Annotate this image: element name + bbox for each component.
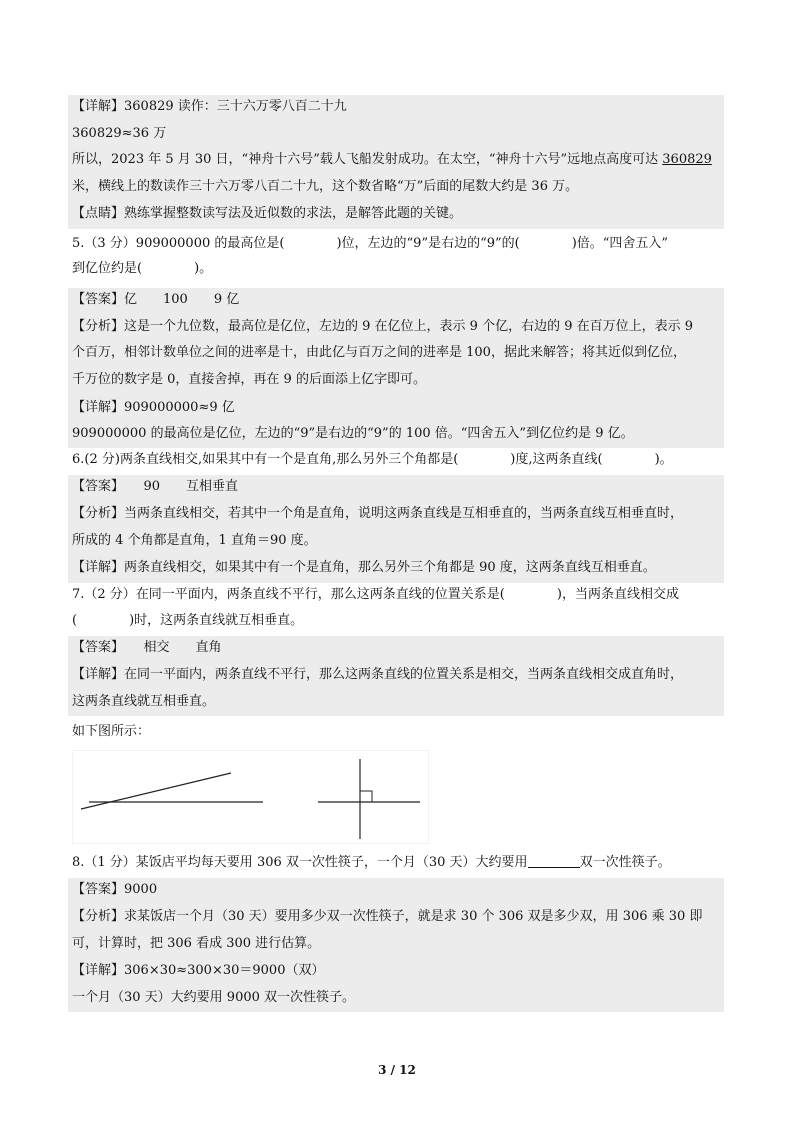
question-8-text-end: 双一次性筷子。 [579,855,671,870]
detail-text: 所以，2023 年 5 月 30 日，“神舟十六号”载人飞船发射成功。在太空，“神舟十六号”远地点高度可达 [72,152,663,167]
detail-line: 360829≈36 万 [72,126,167,141]
analysis-line: 【分析】当两条直线相交，若其中一个角是直角，说明这两条直线是互相垂直的，当两条直线互相垂直时， [72,506,684,521]
question-8 [72,853,671,873]
slanted-line [81,773,231,809]
tip-line: 【点睛】熟练掌握整数读写法及近似数的求法，是解答此题的关键。 [72,206,463,221]
analysis-line: 所成的 4 个角都是直角，1 直角＝90 度。 [72,533,317,548]
detail-line: 这两条直线就互相垂直。 [72,694,216,709]
question-5-cont: 到亿位约是( )。 [72,261,213,276]
answer-blank [528,853,580,868]
detail-line: 【详解】两条直线相交，如果其中有一个是直角，那么另外三个角都是 90 度，这两条直线互相垂直。 [72,560,656,575]
lines-figure [72,750,429,844]
detail-line: 一个月（30 天）大约要用 9000 双一次性筷子。 [72,990,356,1005]
question-8-text: 8.（1 分）某饭店平均每天要用 306 双一次性筷子，一个月（30 天）大约要用 [72,855,528,870]
right-angle-mark [360,791,372,802]
intersecting-lines-diagram [73,751,428,843]
detail-line: 【详解】在同一平面内，两条直线不平行，那么这两条直线的位置关系是相交，当两条直线相交成直角时， [72,667,684,682]
detail-line: 米，横线上的数读作三十六万零八百二十九，这个数省略“万”后面的尾数大约是 36 万。 [72,179,579,194]
answer-line: 【答案】 90 互相垂直 [72,479,239,494]
figure-caption: 如下图所示： [72,724,151,739]
page-number: 3 / 12 [378,1063,416,1077]
answer-line: 【答案】亿 100 9 亿 [72,292,240,307]
analysis-line: 【分析】这是一个九位数，最高位是亿位，左边的 9 在亿位上，表示 9 个亿，右边的 9 在百万位上，表示 9 [72,319,694,334]
question-7-cont: ( )时，这两条直线就互相垂直。 [72,613,304,628]
answer-line: 【答案】9000 [72,882,158,897]
detail-line: 909000000 的最高位是亿位，左边的“9”是右边的“9”的 100 倍。“四舍五入”到亿位约是 9 亿。 [72,426,634,441]
analysis-line: 【分析】求某饭店一个月（30 天）要用多少双一次性筷子，就是求 30 个 306 双是多少双，用 306 乘 30 即 [72,909,703,924]
detail-line: 【详解】306×30≈300×30＝9000（双） [72,963,325,978]
detail-line [72,150,712,170]
answer-line: 【答案】 相交 直角 [72,640,222,655]
detail-line: 【详解】360829 读作：三十六万零八百二十九 [72,99,347,114]
analysis-line: 可，计算时，把 306 看成 300 进行估算。 [72,936,321,951]
question-5: 5.（3 分）909000000 的最高位是( )位，左边的“9”是右边的“9”的( )倍。“四舍五入” [72,236,669,251]
detail-line: 【详解】909000000≈9 亿 [72,400,235,415]
underlined-number: 360829 [662,152,712,167]
question-6: 6.(2 分)两条直线相交,如果其中有一个是直角,那么另外三个角都是( )度,这两条直线( )。 [72,452,673,467]
question-7: 7.（2 分）在同一平面内，两条直线不平行，那么这两条直线的位置关系是( )，当两条直线相交成 [72,587,679,602]
analysis-line: 个百万，相邻计数单位之间的进率是十，由此亿与百万之间的进率是 100，据此来解答；将其近似到亿位， [72,345,686,360]
analysis-line: 千万位的数字是 0，直接舍掉，再在 9 的后面添上亿字即可。 [72,372,426,387]
